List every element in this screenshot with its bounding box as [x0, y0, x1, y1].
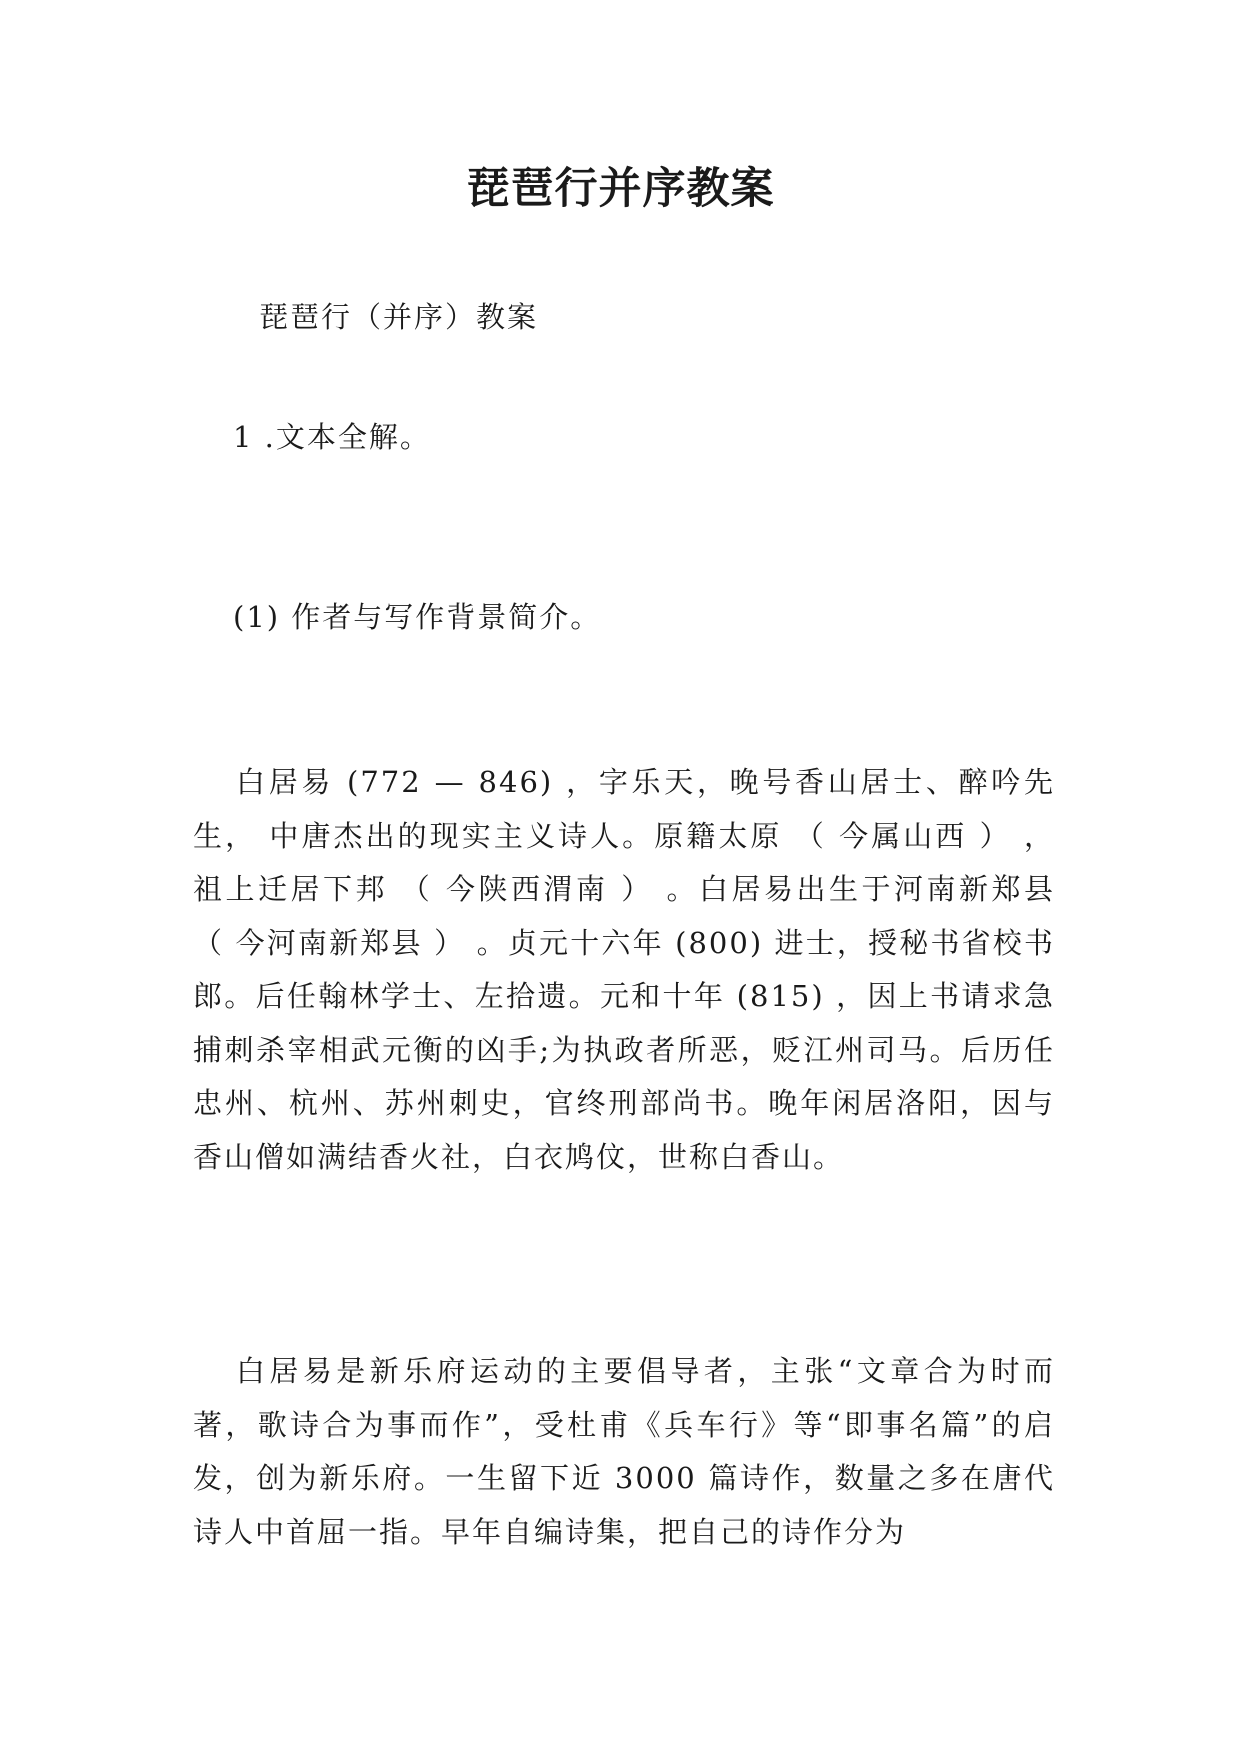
- subsection-heading-1-1: (1) 作者与写作背景简介。: [233, 600, 602, 634]
- document-title: 琵琶行并序教案: [466, 164, 775, 214]
- paragraph-new-yuefu: 白居易是新乐府运动的主要倡导者，主张“文章合为时而著，歌诗合为事而作”，受杜甫《兵车行》等“即事名篇”的启发，创为新乐府。一生留下近 3000 篇诗作，数量之多在唐代诗人中首屈一指。早年自编诗集，把自己的诗作分为: [193, 1354, 1055, 1549]
- section-heading-1: 1 .文本全解。: [233, 420, 431, 454]
- document-subtitle: 琵琶行（并序）教案: [259, 300, 539, 334]
- paragraph-author-bio: 白居易 (772 — 846) ，字乐天，晚号香山居士、醉吟先生， 中唐杰出的现实主义诗人。原籍太原 （ 今属山西 ） ，祖上迁居下邦 （ 今陕西渭南 ） 。白居易出生于河南新郑县 （ 今河南新郑县 ） 。贞元十六年 (800) 进士，授秘书省校书郎。后任翰林学士、左拾遗。元和十年 (815) ，因上书请求急捕刺杀宰相武元衡的凶手;为执政者所恶，贬江州司马。后历任忠州、杭州、苏州刺史，官终刑部尚书。晚年闲居洛阳，因与香山僧如满结香火社，白衣鸠伩，世称白香山。: [193, 765, 1055, 1174]
